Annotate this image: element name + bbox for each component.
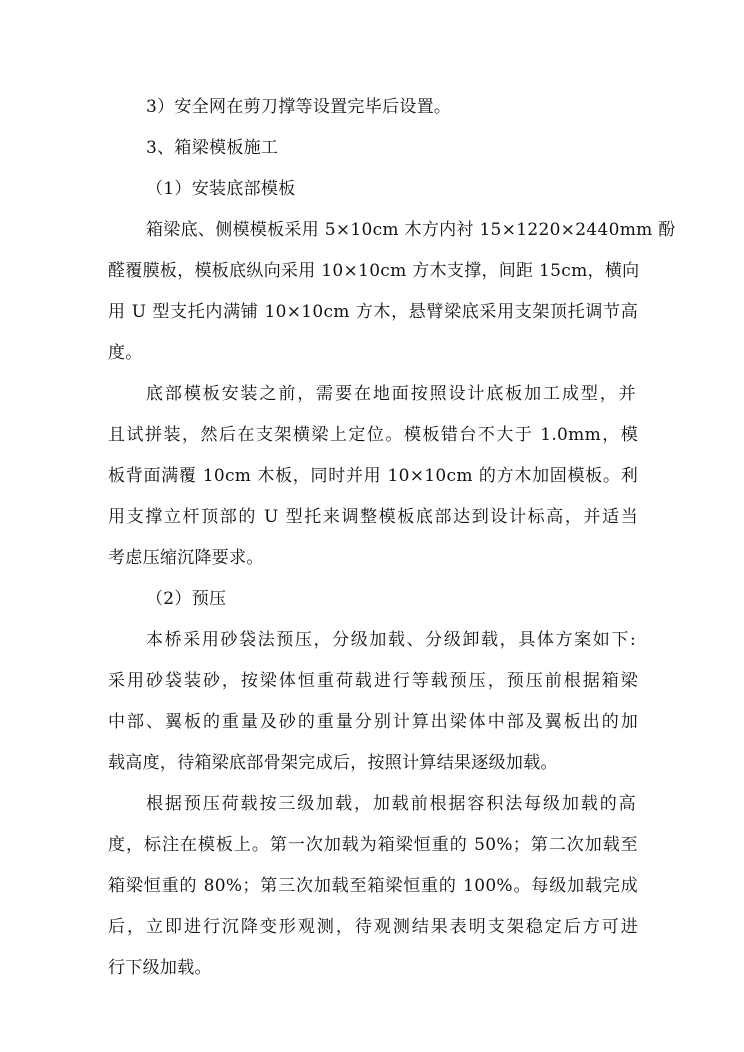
subsection-heading-bottom-formwork: （1）安装底部模板 (146, 179, 296, 199)
paragraph-4-line-5: 行下级加载。 (108, 958, 212, 978)
paragraph-3-line-4: 载高度，待箱梁底部骨架完成后，按照计算结果逐级加载。 (108, 753, 558, 773)
paragraph-3-line-2: 采用砂袋装砂，按梁体恒重荷载进行等载预压，预压前根据箱梁 (108, 671, 638, 691)
paragraph-2-line-4: 用支撑立杆顶部的 U 型托来调整模板底部达到设计标高，并适当 (108, 507, 638, 527)
paragraph-2-line-2: 且试拼装，然后在支架横梁上定位。模板错台不大于 1.0mm，模 (108, 425, 638, 445)
subsection-heading-preloading: （2）预压 (146, 589, 227, 609)
paragraph-3-line-3: 中部、翼板的重量及砂的重量分别计算出梁体中部及翼板出的加 (108, 712, 638, 732)
paragraph-4-line-3: 箱梁恒重的 80%；第三次加载至箱梁恒重的 100%。每级加载完成 (108, 876, 638, 896)
paragraph-1-line-1: 箱梁底、侧模模板采用 5×10cm 木方内衬 15×1220×2440mm 酚 (146, 220, 676, 240)
paragraph-4-line-4: 后，立即进行沉降变形观测，待观测结果表明支架稳定后方可进 (108, 917, 638, 937)
section-heading-box-girder-formwork: 3、箱梁模板施工 (146, 138, 279, 158)
paragraph-1-line-3: 用 U 型支托内满铺 10×10cm 方木，悬臂梁底采用支架顶托调节高 (108, 302, 638, 322)
paragraph-4-line-2: 度，标注在模板上。第一次加载为箱梁恒重的 50%；第二次加载至 (108, 835, 638, 855)
paragraph-2-line-3: 板背面满覆 10cm 木板，同时并用 10×10cm 的方木加固模板。利 (108, 466, 638, 486)
paragraph-2-line-5: 考虑压缩沉降要求。 (108, 548, 264, 568)
paragraph-1-line-2: 醛覆膜板，模板底纵向采用 10×10cm 方木支撑，间距 15cm，横向 (108, 261, 640, 281)
list-item-3-safety-net: 3）安全网在剪刀撑等设置完毕后设置。 (146, 97, 452, 117)
paragraph-2-line-1: 底部模板安装之前，需要在地面按照设计底板加工成型，并 (146, 384, 636, 404)
paragraph-3-line-1: 本桥采用砂袋法预压，分级加载、分级卸载，具体方案如下: (146, 630, 636, 650)
paragraph-4-line-1: 根据预压荷载按三级加载，加载前根据容积法每级加载的高 (146, 794, 636, 814)
paragraph-1-line-4: 度。 (108, 343, 143, 363)
